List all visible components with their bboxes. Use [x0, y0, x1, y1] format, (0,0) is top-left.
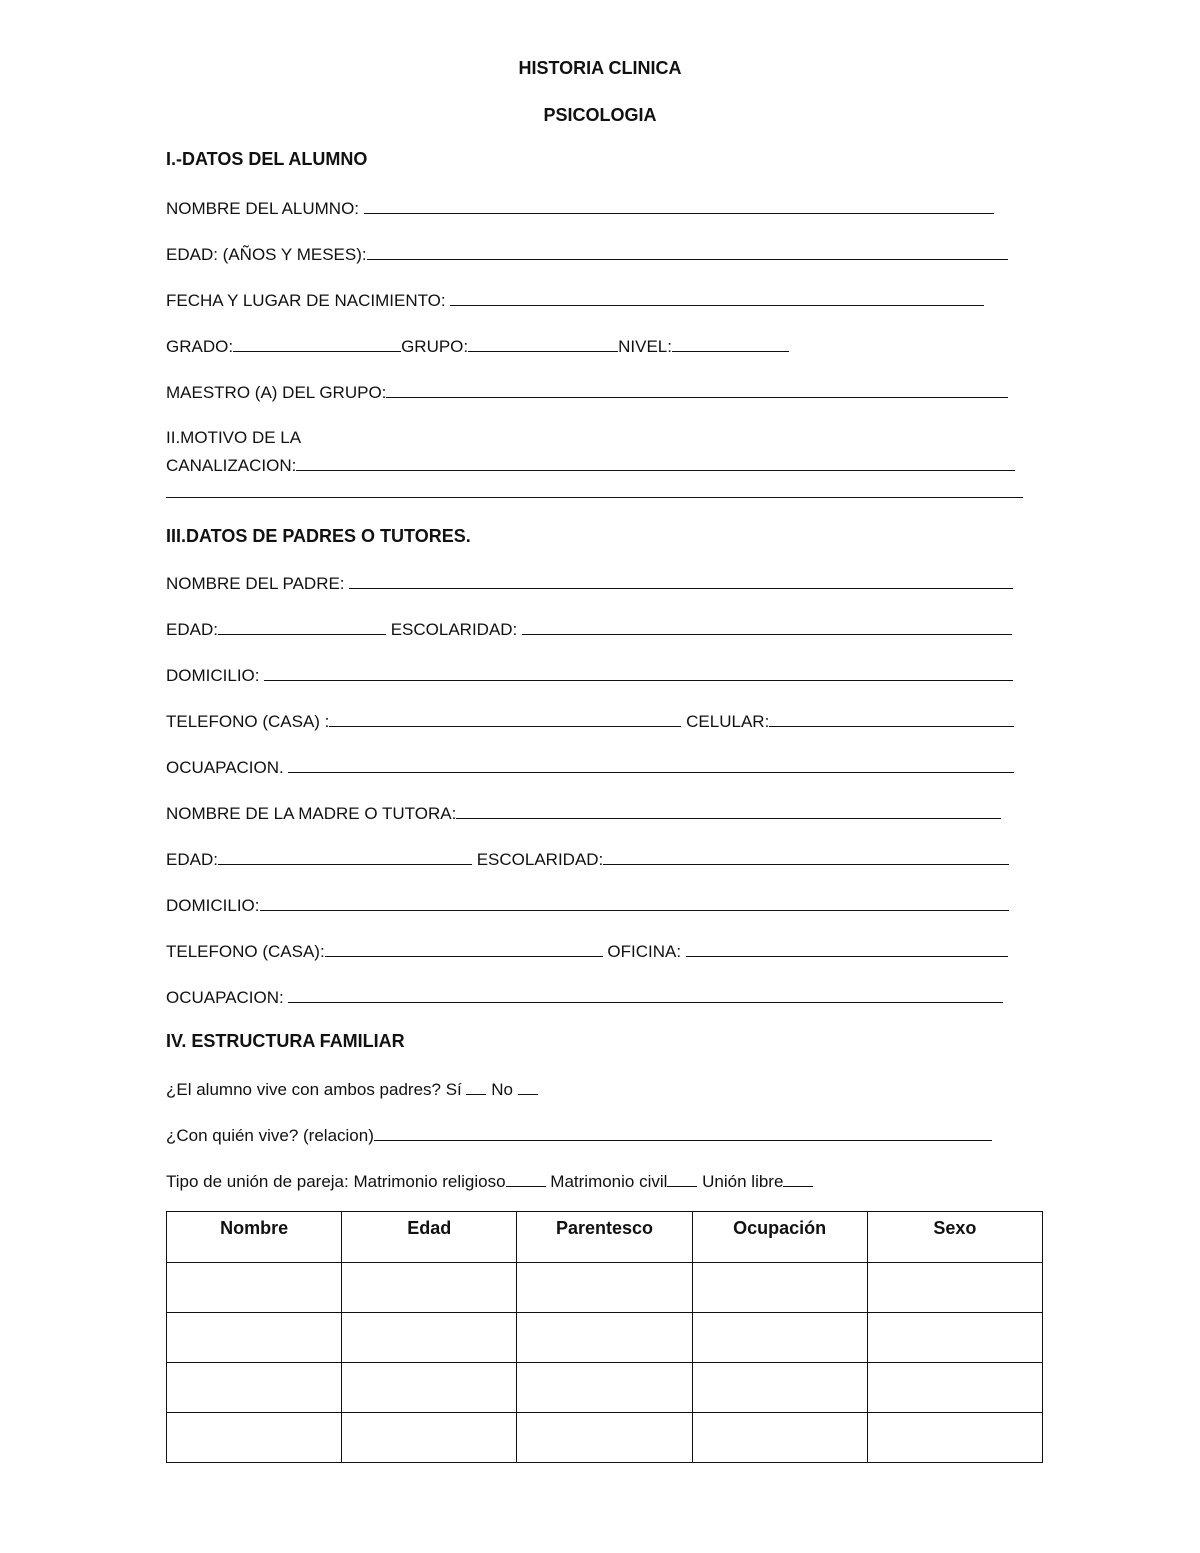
table-cell[interactable] [342, 1363, 517, 1413]
teacher-row [166, 382, 1008, 403]
father-age-education-row [166, 619, 1012, 640]
civil-marriage-label: Matrimonio civil [545, 1172, 668, 1191]
grade-blank[interactable] [233, 336, 401, 352]
document-subtitle: PSICOLOGIA [543, 105, 657, 125]
mother-name-label: NOMBRE DE LA MADRE O TUTORA: [166, 804, 457, 823]
table-cell[interactable] [517, 1313, 692, 1363]
father-address-label: DOMICILIO: [166, 666, 265, 685]
lives-with-blank[interactable] [374, 1125, 992, 1141]
table-cell[interactable] [342, 1263, 517, 1313]
mother-phone-row [166, 941, 1008, 962]
father-address-row [166, 665, 1013, 686]
student-age-blank[interactable] [367, 244, 1008, 260]
mother-address-label: DOMICILIO: [166, 896, 260, 915]
free-union-blank[interactable] [783, 1171, 813, 1187]
father-phone-label: TELEFONO (CASA) : [166, 712, 330, 731]
table-cell[interactable] [867, 1263, 1042, 1313]
referral-reason-blank[interactable] [296, 455, 1015, 471]
father-name-row [166, 573, 1013, 594]
father-age-label: EDAD: [166, 620, 218, 639]
mother-education-blank[interactable] [603, 849, 1009, 865]
mother-phone-label: TELEFONO (CASA): [166, 942, 325, 961]
group-blank[interactable] [468, 336, 618, 352]
student-age-label: EDAD: (AÑOS Y MESES): [166, 245, 367, 264]
no-blank[interactable] [518, 1079, 538, 1095]
level-blank[interactable] [672, 336, 789, 352]
mother-education-label: ESCOLARIDAD: [471, 850, 604, 869]
teacher-blank[interactable] [386, 382, 1008, 398]
table-cell[interactable] [517, 1413, 692, 1463]
father-age-blank[interactable] [218, 619, 386, 635]
union-type-row [166, 1171, 813, 1192]
student-age-row [166, 244, 1008, 265]
lives-with-both-row [166, 1079, 538, 1100]
referral-reason-extra-row [166, 482, 1023, 503]
student-name-blank[interactable] [364, 198, 994, 214]
section-heading-family-structure: IV. ESTRUCTURA FAMILIAR [166, 1031, 405, 1051]
father-occupation-row [166, 757, 1014, 778]
referral-reason-label: CANALIZACION: [166, 456, 297, 475]
mother-occupation-row [166, 987, 1003, 1008]
level-label: NIVEL: [618, 337, 672, 356]
father-occupation-label: OCUAPACION. [166, 758, 289, 777]
table-cell[interactable] [867, 1363, 1042, 1413]
father-phone-row [166, 711, 1014, 732]
mother-office-label: OFICINA: [602, 942, 686, 961]
table-header-row [167, 1212, 1043, 1263]
table-cell[interactable] [517, 1263, 692, 1313]
birth-date-place-row [166, 290, 984, 311]
mother-occupation-blank[interactable] [288, 987, 1003, 1003]
father-cell-label: CELULAR: [681, 712, 770, 731]
grade-group-level-row [166, 336, 789, 357]
father-cell-blank[interactable] [769, 711, 1014, 727]
table-cell[interactable] [517, 1363, 692, 1413]
section-heading-parents: III.DATOS DE PADRES O TUTORES. [166, 526, 471, 546]
father-address-blank[interactable] [264, 665, 1013, 681]
table-cell[interactable] [692, 1263, 867, 1313]
teacher-label: MAESTRO (A) DEL GRUPO: [166, 383, 387, 402]
column-header-age: Edad [342, 1212, 517, 1263]
column-header-occupation: Ocupación [692, 1212, 867, 1263]
lives-with-question: ¿Con quién vive? (relacion) [166, 1126, 374, 1145]
mother-age-blank[interactable] [218, 849, 472, 865]
mother-phone-blank[interactable] [325, 941, 603, 957]
table-cell[interactable] [692, 1363, 867, 1413]
father-name-blank[interactable] [349, 573, 1013, 589]
free-union-label: Unión libre [697, 1172, 784, 1191]
table-cell[interactable] [692, 1313, 867, 1363]
yes-blank[interactable] [466, 1079, 486, 1095]
grade-label: GRADO: [166, 337, 234, 356]
table-row [167, 1413, 1043, 1463]
table-cell[interactable] [867, 1313, 1042, 1363]
column-header-name: Nombre [167, 1212, 342, 1263]
mother-age-education-row [166, 849, 1009, 870]
student-name-row [166, 198, 994, 219]
father-name-label: NOMBRE DEL PADRE: [166, 574, 350, 593]
student-name-label: NOMBRE DEL ALUMNO: [166, 199, 364, 218]
mother-address-blank[interactable] [260, 895, 1009, 911]
referral-reason-heading: II.MOTIVO DE LA [166, 428, 302, 447]
father-education-blank[interactable] [522, 619, 1012, 635]
mother-address-row [166, 895, 1009, 916]
column-header-relationship: Parentesco [517, 1212, 692, 1263]
mother-occupation-label: OCUAPACION: [166, 988, 289, 1007]
family-members-table [166, 1211, 1043, 1463]
father-phone-blank[interactable] [329, 711, 681, 727]
referral-reason-row [166, 455, 1015, 476]
lives-with-row [166, 1125, 992, 1146]
mother-name-row [166, 803, 1001, 824]
father-education-label: ESCOLARIDAD: [385, 620, 523, 639]
father-occupation-blank[interactable] [288, 757, 1014, 773]
mother-age-label: EDAD: [166, 850, 218, 869]
referral-reason-extra-blank[interactable] [166, 482, 1023, 498]
birth-date-place-label: FECHA Y LUGAR DE NACIMIENTO: [166, 291, 451, 310]
lives-with-both-question: ¿El alumno vive con ambos padres? Sí [166, 1080, 467, 1099]
table-cell[interactable] [692, 1413, 867, 1463]
religious-marriage-blank[interactable] [506, 1171, 546, 1187]
table-cell[interactable] [167, 1313, 342, 1363]
table-cell[interactable] [867, 1413, 1042, 1463]
mother-name-blank[interactable] [456, 803, 1001, 819]
table-cell[interactable] [167, 1363, 342, 1413]
no-label: No [486, 1080, 518, 1099]
table-row [167, 1313, 1043, 1363]
section-heading-student-data: I.-DATOS DEL ALUMNO [166, 149, 368, 169]
birth-date-place-blank[interactable] [450, 290, 984, 306]
column-header-sex: Sexo [867, 1212, 1042, 1263]
mother-office-blank[interactable] [686, 941, 1008, 957]
union-type-question: Tipo de unión de pareja: Matrimonio religioso [166, 1172, 506, 1191]
table-cell[interactable] [167, 1263, 342, 1313]
table-cell[interactable] [342, 1413, 517, 1463]
table-row [167, 1263, 1043, 1313]
table-row [167, 1363, 1043, 1413]
table-cell[interactable] [167, 1413, 342, 1463]
document-title: HISTORIA CLINICA [518, 58, 682, 78]
civil-marriage-blank[interactable] [667, 1171, 697, 1187]
group-label: GRUPO: [401, 337, 469, 356]
table-cell[interactable] [342, 1313, 517, 1363]
